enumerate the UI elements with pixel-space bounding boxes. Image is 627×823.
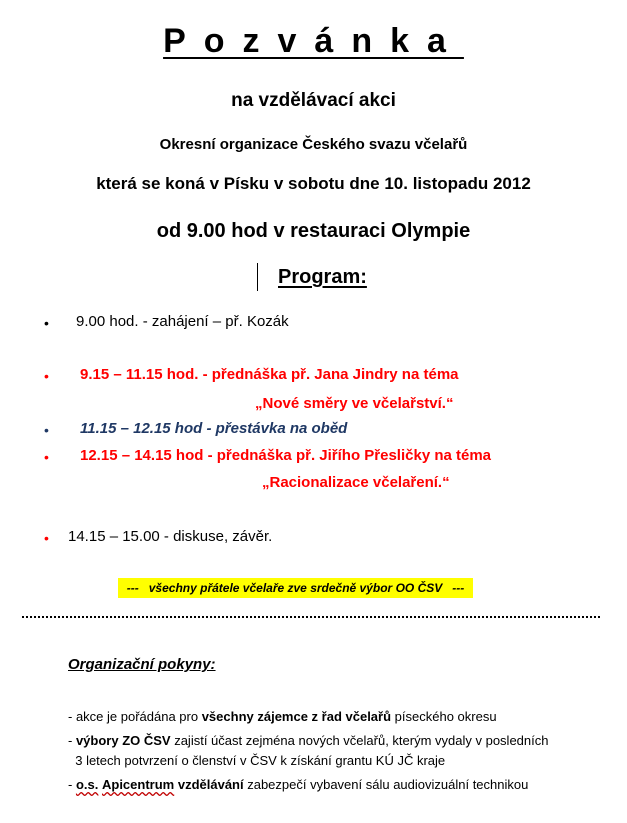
lecture-2-topic: „Racionalizace včelaření.“	[262, 474, 450, 491]
bullet-icon: •	[44, 449, 49, 465]
bullet-icon: •	[44, 530, 49, 546]
note-line-2-continued: 3 letech potvrzení o členství v ČSV k získání grantu KÚ JČ kraje	[68, 753, 446, 768]
program-item-discussion: 14.15 – 15.00 - diskuse, závěr.	[68, 528, 273, 545]
program-item-lecture-1: 9.15 – 11.15 hod. - přednáška př. Jana Jindry na téma	[80, 366, 459, 383]
invitation-note: --- všechny přátele včelaře zve srdečně výbor OO ČSV ---	[118, 578, 473, 598]
event-subtitle: na vzdělávací akci	[231, 90, 396, 111]
bullet-icon: •	[44, 315, 49, 331]
note-line-2: - výbory ZO ČSV zajistí účast zejména nových včelařů, kterým vydaly v posledních	[68, 733, 549, 748]
event-date: která se koná v Písku v sobotu dne 10. listopadu 2012	[96, 174, 531, 193]
bullet-icon: •	[44, 422, 49, 438]
invitation-title: Pozvánka	[163, 22, 464, 60]
lecture-1-topic: „Nové směry ve včelařství.“	[255, 395, 454, 412]
note-line-3: - o.s. Apicentrum vzdělávání zabezpečí vybavení sálu audiovizuální technikou	[68, 777, 529, 792]
event-venue: od 9.00 hod v restauraci Olympie	[156, 220, 471, 242]
bullet-icon: •	[44, 368, 49, 384]
dotted-divider	[22, 616, 600, 618]
note-line-1: - akce je pořádána pro všechny zájemce z řad včelařů píseckého okresu	[68, 709, 497, 724]
program-item-lecture-2: 12.15 – 14.15 hod - přednáška př. Jiřího Přesličky na téma	[80, 447, 492, 464]
program-heading: Program:	[278, 266, 367, 288]
program-item-opening: 9.00 hod. - zahájení – př. Kozák	[76, 313, 289, 330]
text-cursor	[257, 263, 258, 291]
organizer: Okresní organizace Českého svazu včelařů	[159, 136, 468, 153]
organizational-heading: Organizační pokyny:	[68, 656, 216, 673]
program-item-lunch-break: 11.15 – 12.15 hod - přestávka na oběd	[80, 420, 348, 437]
